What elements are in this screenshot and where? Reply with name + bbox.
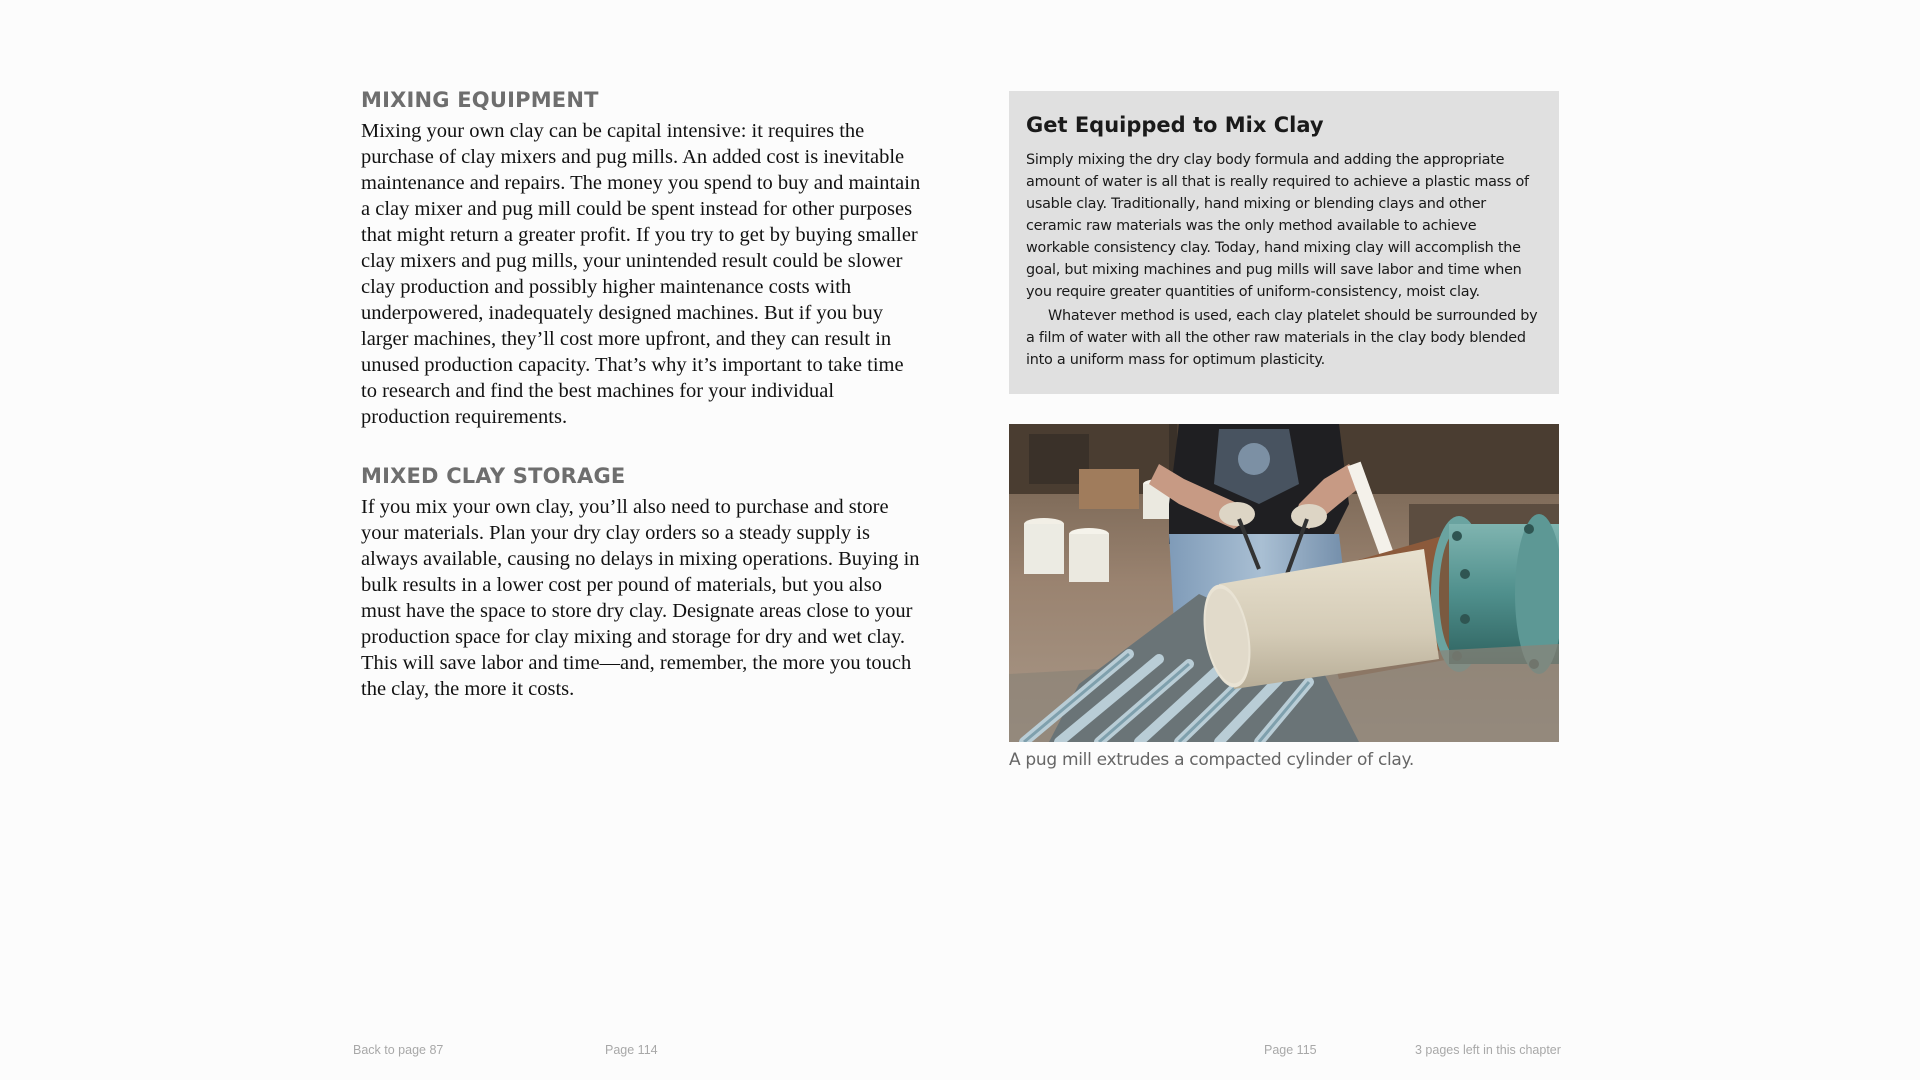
sidebar-box (1009, 91, 1559, 394)
right-page-number: Page 115 (1264, 1043, 1317, 1057)
sidebar-paragraph-1: Simply mixing the dry clay body formula and adding the appropriate amount of water is all that is really required to achieve a plastic mass of usable clay. Traditionally, hand mixing or blending clays and other ceramic raw materials was the only method available to achieve workable consistency clay. Today, hand mixing clay will accomplish the goal, but mixing machines and pug mills will save labor and time when you require greater quantities of uniform-consistency, moist clay. (1026, 152, 1529, 300)
photo-caption: A pug mill extrudes a compacted cylinder of clay. (1009, 750, 1414, 770)
pages-left-indicator: 3 pages left in this chapter (1415, 1043, 1561, 1057)
pug-mill-photo (1009, 424, 1559, 742)
section-heading-mixing-equipment: MIXING EQUIPMENT (361, 88, 599, 112)
section-heading-mixed-clay-storage: MIXED CLAY STORAGE (361, 464, 626, 488)
body-paragraph-mixing-equipment: Mixing your own clay can be capital intensive: it requires the purchase of clay mixers and pug mills. An added cost is inevitable maintenance and repairs. The money you spend to buy and maintain a clay mixer and pug mill could be spent instead for other purposes that might return a greater profit. If you try to get by buying smaller clay mixers and pug mills, your unintended result could be slower clay production and possibly higher maintenance costs with underpowered, inadequately designed machines. But if you buy larger machines, they’ll cost more upfront, and they can result in unused production capacity. That’s why it’s important to take time to research and find the best machines for your individual production requirements. (361, 120, 921, 428)
back-to-page-link[interactable]: Back to page 87 (353, 1043, 444, 1057)
sidebar-title: Get Equipped to Mix Clay (1026, 113, 1324, 137)
sidebar-paragraph-2: Whatever method is used, each clay platelet should be surrounded by a film of water with all the other raw materials in the clay body blended into a uniform mass for optimum plasticity. (1026, 308, 1538, 368)
body-paragraph-mixed-clay-storage: If you mix your own clay, you’ll also need to purchase and store your materials. Plan your dry clay orders so a steady supply is always available, causing no delays in mixing operations. Buying in bulk results in a lower cost per pound of materials, but you also must have the space to store dry clay. Designate areas close to your production space for clay mixing and storage for dry and wet clay. This will save labor and time—and, remember, the more you touch the clay, the more it costs. (361, 496, 920, 700)
left-page-content (361, 88, 921, 702)
left-page-number: Page 114 (605, 1043, 658, 1057)
